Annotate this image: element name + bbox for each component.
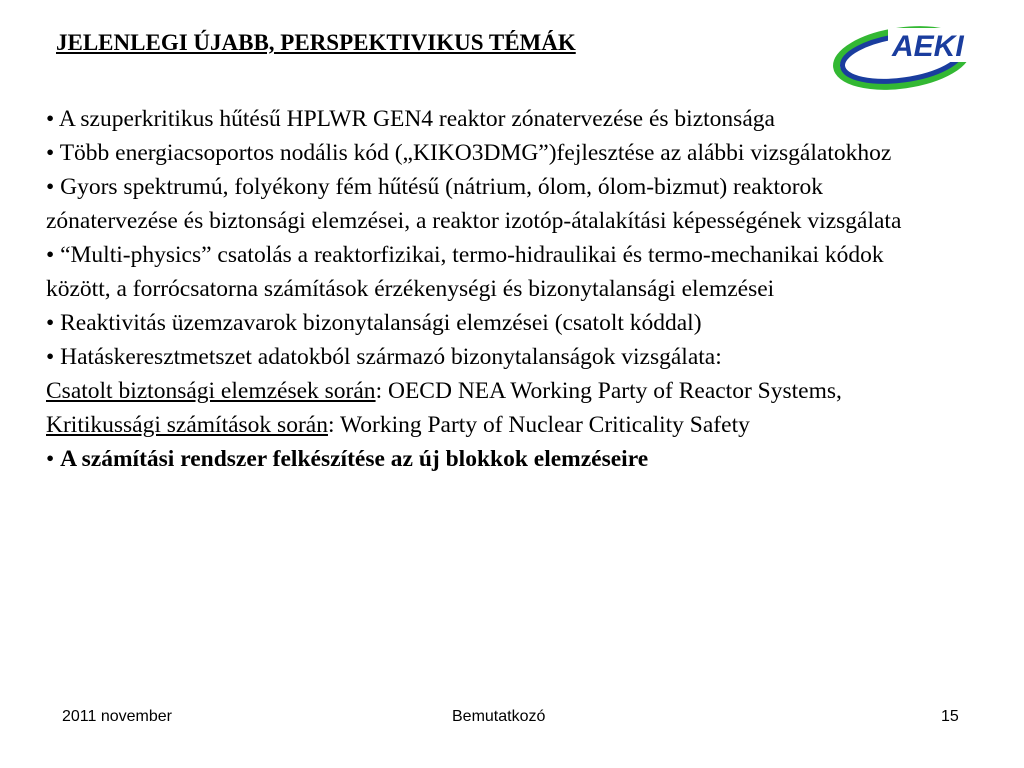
logo-text: AEKI — [892, 30, 964, 63]
sub-item-label: Csatolt biztonsági elemzések során — [46, 378, 376, 404]
footer-date: 2011 november — [62, 708, 172, 725]
footer-page-number: 15 — [941, 708, 959, 725]
list-item: • Reaktivitás üzemzavarok bizonytalansági elemzései (csatolt kóddal) — [46, 310, 702, 336]
list-item: • Több energiacsoportos nodális kód („KIKO3DMG”)fejlesztése az alábbi vizsgálatokhoz — [46, 140, 892, 166]
list-item: • “Multi-physics” csatolás a reaktorfizikai, termo-hidraulikai és termo-mechanikai kódok között, a forrócsatorna számítások érzékenységi és bizonytalansági elemzései — [46, 242, 884, 302]
list-item: • A szuperkritikus hűtésű HPLWR GEN4 reaktor zónatervezése és biztonsága — [46, 106, 775, 132]
aeki-logo — [832, 22, 982, 90]
sub-item-label: Kritikussági számítások során — [46, 412, 328, 438]
sub-item-coupled: Csatolt biztonsági elemzések során: OECD NEA Working Party of Reactor Systems, — [46, 378, 842, 404]
sub-item-criticality: Kritikussági számítások során: Working Party of Nuclear Criticality Safety — [46, 412, 750, 438]
list-item-bold: • A számítási rendszer felkészítése az új blokkok elemzéseire — [46, 446, 649, 472]
slide-body — [46, 102, 916, 476]
footer-title: Bemutatkozó — [452, 708, 546, 725]
list-item: • Gyors spektrumú, folyékony fém hűtésű (nátrium, ólom, ólom-bizmut) reaktorok zónatervezése és biztonsági elemzései, a reaktor izotóp-átalakítási képességének vizsgálata — [46, 174, 902, 234]
slide-title: JELENLEGI ÚJABB, PERSPEKTIVIKUS TÉMÁK — [56, 30, 576, 55]
list-item: • Hatáskeresztmetszet adatokból származó bizonytalanságok vizsgálata: — [46, 344, 722, 370]
